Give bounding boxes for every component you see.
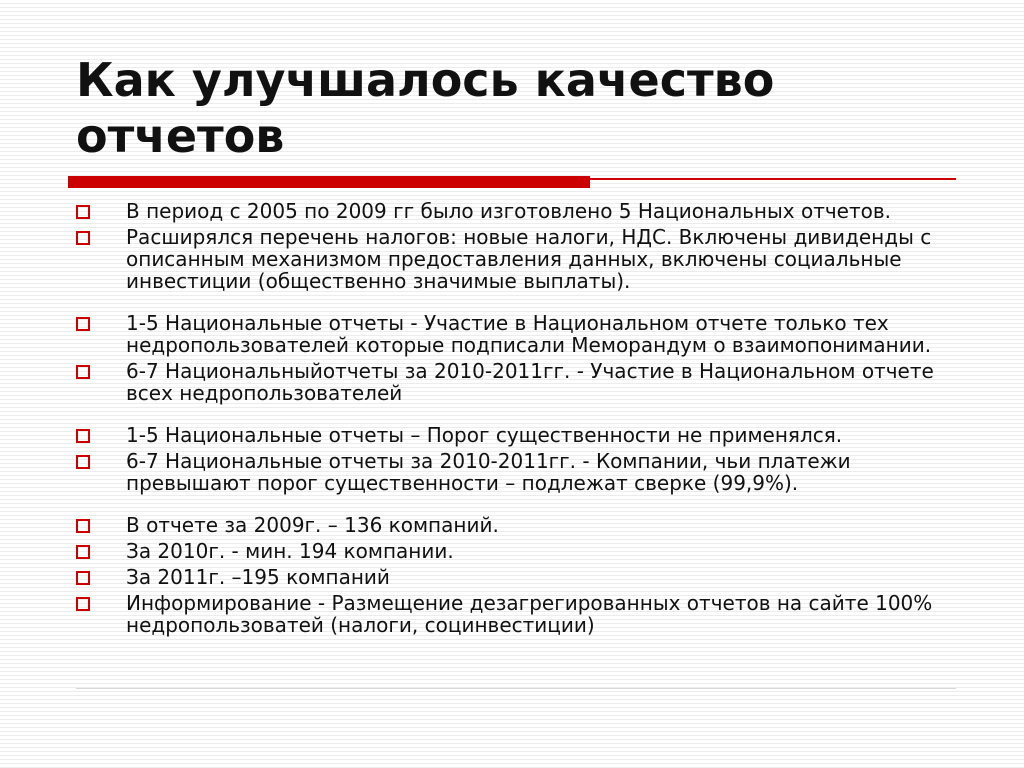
bullet-text: 1-5 Национальные отчеты - Участие в Национальном отчете только тех недропользователей которые подписали Меморандум о взаимопонимании. [126,311,932,357]
bullet-item [76,424,956,446]
bullet-text: За 2010г. - мин. 194 компании. [126,539,454,563]
title-accent-bar [68,176,590,188]
bullet-text: Информирование - Размещение дезагрегированных отчетов на сайте 100% недропользоватей (налоги, социнвестиции) [126,591,933,637]
title-accent-line [590,178,956,180]
bullet-item [76,514,956,536]
square-bullet-icon [76,317,90,331]
bullet-item [76,312,956,356]
bullet-item [76,226,956,292]
square-bullet-icon [76,545,90,559]
bullet-item [76,540,956,562]
bullet-item [76,566,956,588]
square-bullet-icon [76,231,90,245]
bullet-text: 1-5 Национальные отчеты – Порог существенности не применялся. [126,423,843,447]
slide-title: Как улучшалось качество отчетов [76,53,775,163]
bullet-text: За 2011г. –195 компаний [126,565,390,589]
square-bullet-icon [76,365,90,379]
bullet-item [76,592,956,636]
square-bullet-icon [76,455,90,469]
bullet-text: 6-7 Национальные отчеты за 2010-2011гг. - Компании, чьи платежи превышают порог существенности – подлежат сверке (99,9%). [126,449,851,495]
bullet-item [76,200,956,222]
divider-line [76,688,956,689]
square-bullet-icon [76,597,90,611]
bullet-text: В отчете за 2009г. – 136 компаний. [126,513,499,537]
bullet-item [76,360,956,404]
bullet-text: Расширялся перечень налогов: новые налоги, НДС. Включены дивиденды с описанным механизмом предоставления данных, включены социальные инвестиции (общественно значимые выплаты). [126,225,932,293]
square-bullet-icon [76,205,90,219]
bullet-list [76,200,956,640]
bullet-text: 6-7 Национальныйотчеты за 2010-2011гг. - Участие в Национальном отчете всех недропользователей [126,359,934,405]
square-bullet-icon [76,571,90,585]
bullet-item [76,450,956,494]
square-bullet-icon [76,519,90,533]
bullet-text: В период с 2005 по 2009 гг было изготовлено 5 Национальных отчетов. [126,199,892,223]
square-bullet-icon [76,429,90,443]
